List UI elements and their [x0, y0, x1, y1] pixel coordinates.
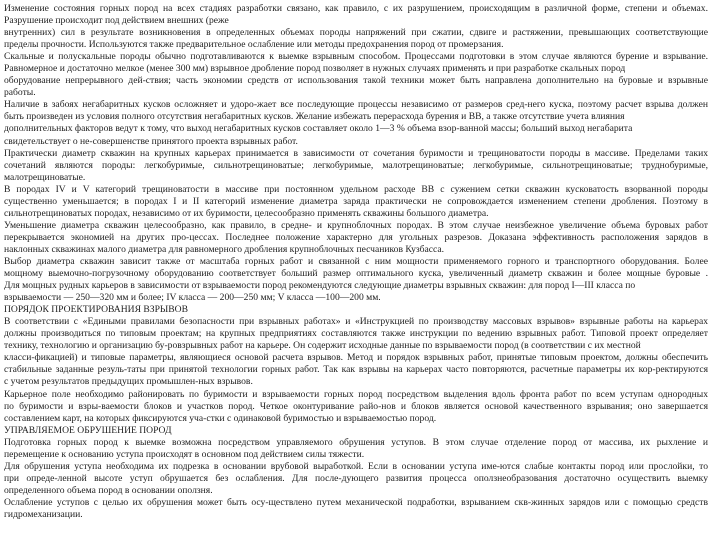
text-line: оборудование непрерывного дей-ствия; часть экономии средств от использования такой техники может быть направлена дополнительно на буровые и взрывные — [4, 75, 708, 87]
text-line: взрываемости — 250—320 мм и более; IV класса — 200—250 мм; V класса —100—200 мм. — [4, 292, 381, 304]
text-line: Карьерное поле необходимо районировать по буримости и взрываемости горных пород посредством выделения вдоль фронта работ по всем уступам однородных — [4, 388, 708, 400]
text-line: определенного объема пород в основании оползня. — [4, 484, 213, 496]
text-line: должны производиться по типовым проектам; на крупных предприятиях составляются также инструкции по ведению взрывных работ. Типовой проект определяет — [4, 328, 708, 340]
text-line: пределы прочности. Используются также предварительное ослабление или методы предохранения пород от промерзания. — [4, 39, 504, 51]
text-line: мощному выемочно-погрузочному оборудованию соответствует больший размер оптимального куска, увеличенный диаметр скважин и более мощные буровые . — [4, 268, 708, 280]
section-heading: ПОРЯДОК ПРОЕКТИРОВАНИЯ ВЗРЫВОВ — [4, 304, 189, 316]
text-line: быть произведен из условия полного отсутствия негабаритных кусков. Желание избежать перерасхода бурения и ВВ, а также отсутствие учета влияния — [4, 111, 625, 123]
text-line: Подготовка горных пород к выемке возможна посредством управляемого обрушения уступов. В этом случае отделение пород от массива, их рыхление и — [4, 436, 708, 448]
text-line: Для мощных рудных карьеров в зависимости от взрываемости пород рекомендуются следующие диаметры взрывных скважин: для пород I—III класса по — [4, 280, 636, 292]
text-line: Практически диаметр скважин на крупных карьерах принимается в зависимости от сочетания буримости и трещиноватости породы в массиве. Пределами таких — [4, 147, 708, 159]
text-line: по буримости и взры-ваемости блоков и участков пород. Четкое оконтуривание райо-нов и блоков является основой качественного взрывания; оно завершается — [4, 400, 708, 412]
section-heading: УПРАВЛЯЕМОЕ ОБРУШЕНИЕ ПОРОД — [4, 424, 172, 436]
text-line: сочетаний являются породы: легкобуримые, сильнотрещиноватые; легкобуримые, малотрещиноватые; легкобуримые, сильнотрещиноватые; труднобуримые, — [4, 159, 708, 171]
text-line: Для обрушения уступа необходима их подрезка в основании врубовой выработкой. Если в основании уступа име-ются слабые контакты пород или прослойки, то — [4, 460, 708, 472]
text-line: внутренних) сил в результате возникновения в определенных объемах породы напряжений при сжатии, сдвиге и растяжении, превышающих соответствующие — [4, 27, 708, 39]
text-line: Ослабление уступов с целью их обрушения может быть осу-ществлено путем механической подработки, взрыванием скв-жинных зарядов или с помощью средств — [4, 496, 708, 508]
text-line: перемещение к основанию уступа происходят в основном под действием силы тяжести. — [4, 448, 365, 460]
text-line: Наличие в забоях негабаритных кусков осложняет и удоро-жает все последующие процессы независимо от размеров сред-него куска, поэтому расчет взрыва должен — [4, 99, 708, 111]
text-line: В соответствии с «Едиными правилами безопасности при взрывных работах» и «Инструкцией по производству массовых взрывов» взрывные работы на карьерах — [4, 316, 708, 328]
text-line: стабильные заданные резуль-таты при принятой технологии горных работ. Так как взрывы на карьерах часто повторяются, расчетные параметры их кор-ректируются — [4, 364, 708, 376]
text-line: В породах IV и V категорий трещиноватости в массиве при постоянном удельном расходе ВВ с сужением сетки скважин кусковатость взорванной породы — [4, 183, 708, 195]
text-line: Изменение состояния горных пород на всех стадиях разработки связано, как правило, с их разрушением, происходящим в различной форме, степени и объемах. — [4, 3, 708, 14]
text-line: перекрывается экономией на других про-цессах. Последнее положение характерно для угольных разрезов. Доказана эффективность расположения зарядов в — [4, 231, 708, 243]
text-line: при опреде-ленной высоте уступ обрушается без ослабления. Для после-дующего развития процесса оползнеобразования достаточно осуществить выемку — [4, 472, 708, 484]
text-line: составлением карт, на которых фиксируются уча-стки с одинаковой буримостью и взрываемостью пород. — [4, 412, 437, 424]
text-line: технику, технологию и организацию бу-ровзрывных работ на карьере. Он содержит исходные данные по взрываемости пород (в соответствии с их местной — [4, 340, 641, 352]
text-line: Выбор диаметра скважин зависит также от масштаба горных работ и связанной с ним мощности применяемого горного и транспортного оборудования. Более — [4, 255, 708, 267]
text-line: работы. — [4, 87, 36, 99]
text-line: существенно уменьшается; в породах I и II категорий изменение диаметра заряда практически не сопровождается изменением степени дробления. Поэтому в — [4, 195, 708, 207]
text-line: малотрещиноватые. — [4, 171, 86, 183]
text-line: Скальные и полускальные породы обычно подготавливаются к выемке взрывным способом. Процессами подготовки в этом случае являются бурение и взрывание. — [4, 51, 708, 63]
text-line: Разрушение происходит под действием внешних (реже — [4, 15, 229, 27]
text-line: гидромеханизации. — [4, 508, 83, 520]
text-line: с учетом результатов предыдущих промышлен-ных взрывов. — [4, 376, 253, 388]
text-line: дополнительных факторов ведут к тому, что выход негабаритных кусков составляет около 1—3 % объема взор-ванной массы; больший выход негабарита — [4, 123, 633, 135]
text-line: свидетельствует о не-совершенстве принятого проекта взрывных работ. — [4, 135, 298, 147]
text-line: класси-фикацией) и типовые параметры, являющиеся основой расчета взрывов. Метод и порядок взрывных работ, принятые типовым проектом, должны обеспечить — [4, 352, 708, 364]
text-line: Равномерное и достаточно мелкое (менее 300 мм) взрывное дробление пород позволяет в нужных случаях применять и при разработке скальных пород — [4, 63, 626, 75]
text-line: сильнотрещиноватых породах, независимо от их буримости, целесообразно применять скважины большого диаметра. — [4, 207, 489, 219]
document-body — [4, 3, 708, 521]
text-line: Уменьшение диаметра скважин целесообразно, как правило, в средне- и крупноблочных породах. В этом случае неизбежное увеличение объема буровых работ — [4, 219, 708, 231]
text-line: наклонных скважинах малого диаметра для равномерного дробления крупноблочных песчаников Кузбасса. — [4, 243, 445, 255]
